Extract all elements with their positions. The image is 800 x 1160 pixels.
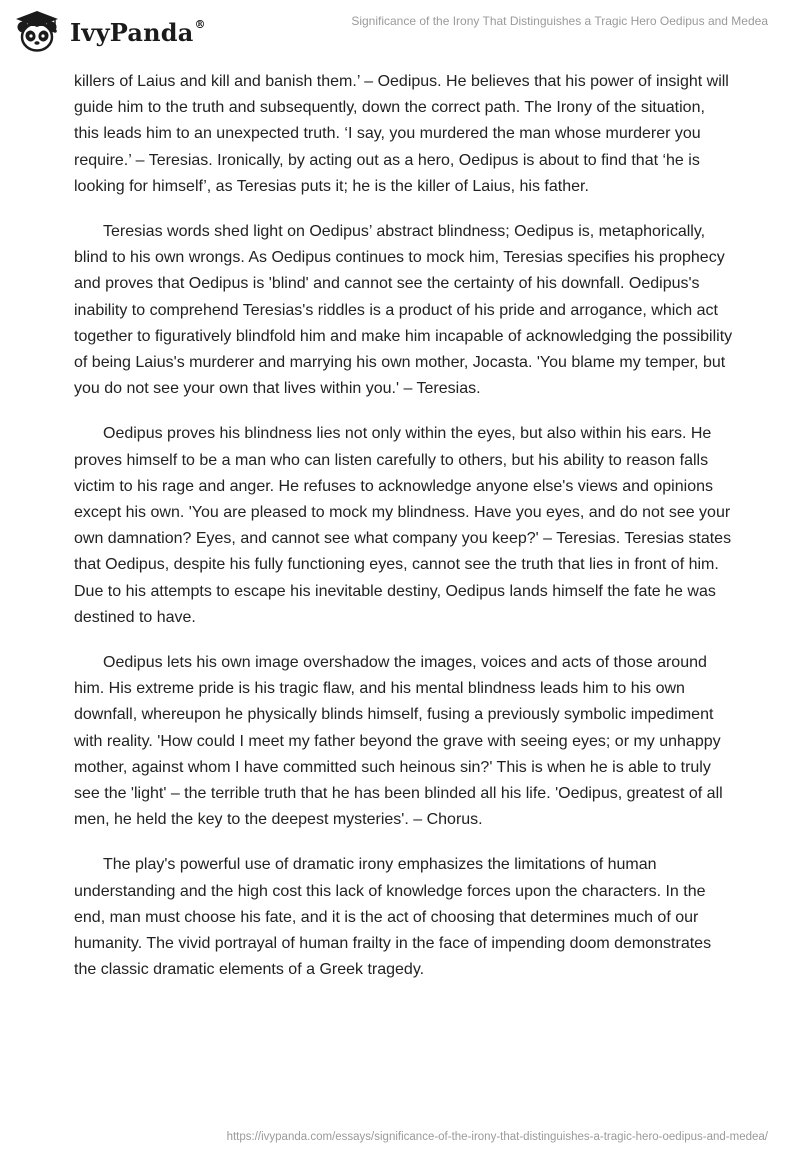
page-header [0, 0, 800, 60]
registered-mark: ® [194, 17, 206, 31]
brand-name: IvyPanda® [70, 17, 206, 47]
paragraph: Teresias words shed light on Oedipus’ abstract blindness; Oedipus is, metaphorically, blind to his own wrongs. As Oedipus continues to mock him, Teresias specifies his prophecy and proves that Oedipus is 'blind' and cannot see the certainty of his downfall. Oedipus's inability to comprehend Teresias's riddles is a product of his pride and arrogance, which act together to figuratively blindfold him and make him incapable of acknowledging the possibility of being Laius's murderer and marrying his own mother, Jocasta. 'You blame my temper, but you do not see your own that lives within you.' – Teresias. [74, 223, 733, 398]
panda-graduation-cap-icon [12, 8, 64, 54]
paragraph: Oedipus proves his blindness lies not only within the eyes, but also within his ears. He proves himself to be a man who can listen carefully to others, but his ability to reason falls victim to his rage and anger. He refuses to acknowledge anyone else's views and opinions except his own. 'You are pleased to mock my blindness. Have you eyes, and do not see your own damnation? Eyes, and cannot see what company you keep?' – Teresias. Teresias states that Oedipus, despite his fully functioning eyes, cannot see the truth that lies in front of him. Due to his attempts to escape his inevitable destiny, Oedipus lands himself the fate he was destined to have. [74, 425, 732, 626]
paragraph: The play's powerful use of dramatic irony emphasizes the limitations of human understanding and the high cost this lack of knowledge forces upon the characters. In the end, man must choose his fate, and it is the act of choosing that determines much of our humanity. The vivid portrayal of human frailty in the face of impending doom demonstrates the classic dramatic elements of a Greek tragedy. [74, 856, 712, 979]
document-title: Significance of the Irony That Distinguishes a Tragic Hero Oedipus and Medea [351, 14, 768, 28]
essay-body [74, 69, 734, 1003]
paragraph: Oedipus lets his own image overshadow the images, voices and acts of those around him. His extreme pride is his tragic flaw, and his mental blindness leads him to his own downfall, whereupon he physically blinds himself, fusing a previously symbolic impediment with reality. 'How could I meet my father beyond the grave with seeing eyes; or my unhappy mother, against whom I have committed such heinous sin?' This is when he is able to truly see the 'light' – the terrible truth that he has been blinded all his life. 'Oedipus, greatest of all men, he held the key to the deepest mysteries'. – Chorus. [74, 654, 723, 829]
paragraph: killers of Laius and kill and banish them.’ – Oedipus. He believes that his power of insight will guide him to the truth and subsequently, down the correct path. The Irony of the situation, this leads him to an unexpected truth. ‘I say, you murdered the man whose murderer you require.’ – Teresias. Ironically, by acting out as a hero, Oedipus is about to find that ‘he is looking for himself’, as Teresias puts it; he is the killer of Laius, his father. [74, 73, 729, 195]
source-url[interactable]: https://ivypanda.com/essays/significance-of-the-irony-that-distinguishes-a-tragic-hero-oedipus-and-medea/ [226, 1131, 768, 1143]
ivypanda-logo[interactable] [12, 8, 206, 54]
